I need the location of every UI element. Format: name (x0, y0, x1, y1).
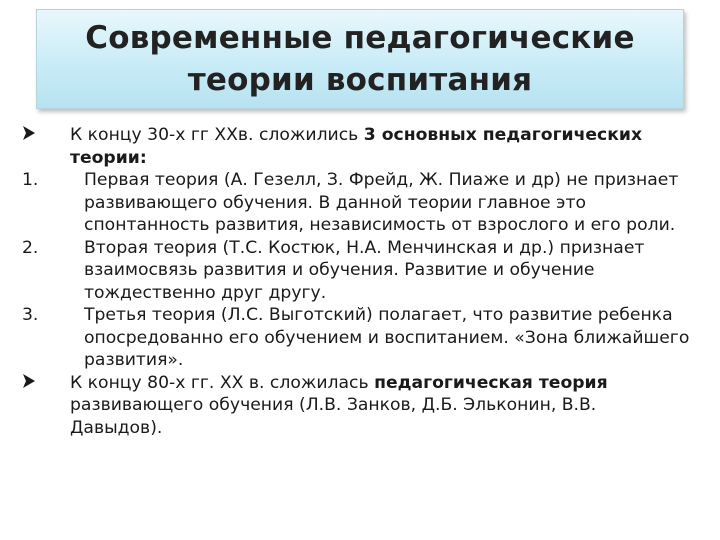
bullet-item-2-text (22, 372, 692, 440)
arrow-bullet-icon-svg (22, 125, 36, 141)
slide-title-box (36, 9, 684, 109)
arrow-bullet-icon (22, 373, 36, 396)
bullet-item-1-plain: К концу 30-х гг XXв. сложились (70, 125, 364, 145)
numbered-item-2-text: Вторая теория (Т.С. Костюк, Н.А. Менчинская и др.) признает взаимосвязь развития и обучения. Развитие и обучение тождественно друг другу. (84, 237, 645, 303)
numbered-item-1-marker: 1. (22, 170, 39, 190)
numbered-item-2-marker: 2. (22, 237, 39, 258)
bullet-item-2-rest: развивающего обучения (Л.В. Занков, Д.Б. Эльконин, В.В. Давыдов). (70, 395, 597, 438)
bullet-item-1-bold: 3 основных педагогических теории: (70, 125, 643, 168)
slide-title-line-2: теории воспитания (187, 62, 533, 98)
numbered-item-3-marker: 3. (22, 305, 39, 325)
arrow-bullet-icon-svg (22, 373, 36, 389)
numbered-item-3-text: Третья теория (Л.С. Выготский) полагает, что развитие ребенка опосредованно его обучением и воспитанием. «Зона ближайшего развития». (84, 305, 690, 370)
bullet-item-2 (22, 372, 692, 440)
numbered-item-3 (22, 304, 692, 372)
numbered-item-2 (22, 237, 692, 305)
arrow-bullet-icon (22, 125, 36, 148)
bullet-item-1 (22, 124, 692, 169)
slide-title-line-1: Современные педагогические (85, 20, 635, 56)
bullet-item-2-plain: К концу 80-х гг. XX в. сложилась (70, 372, 375, 393)
bullet-item-2-bold: педагогическая теория (374, 372, 608, 393)
slide-content (22, 124, 692, 439)
numbered-item-1-text: Первая теория (А. Гезелл, З. Фрейд, Ж. Пиаже и др) не признает развивающего обучения. В данной теории главное это спонтанность развития, независимость от взрослого и его роли. (84, 170, 679, 235)
numbered-item-1 (22, 169, 692, 237)
bullet-item-1-text (22, 124, 692, 169)
